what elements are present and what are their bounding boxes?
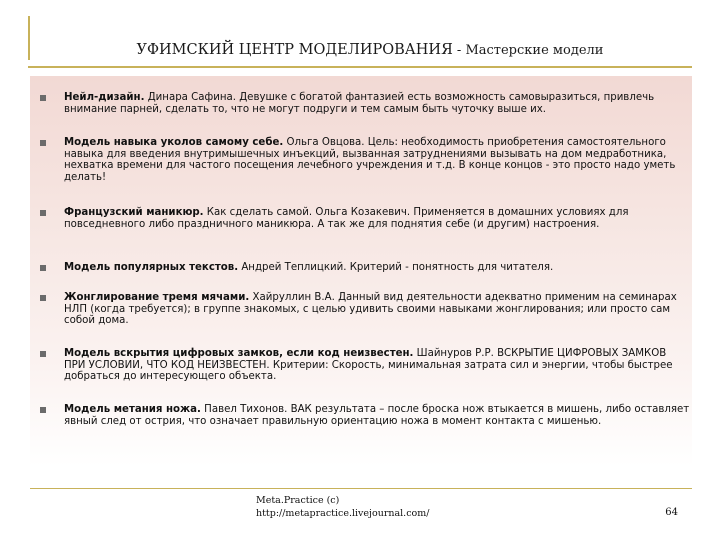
item-text: Андрей Теплицкий. Критерий - понятность для читателя. <box>238 262 554 273</box>
square-bullet-icon <box>40 210 46 216</box>
list-item-nail-design <box>30 92 690 115</box>
item-name: Французский маникюр. <box>64 207 204 218</box>
item-name: Жонглирование тремя мячами. <box>64 292 250 303</box>
left-accent-rule <box>28 16 30 60</box>
item-text: Как сделать самой. Ольга Козакевич. Применяется в домашних условиях для повседневного либо праздничного маникюра. А так же для поднятия себе (и другим) настроения. <box>64 207 629 230</box>
list-item-popular-texts <box>30 262 553 274</box>
item-text: Шайнуров Р.Р. ВСКРЫТИЕ ЦИФРОВЫХ ЗАМКОВ ПРИ УСЛОВИИ, ЧТО КОД НЕИЗВЕСТЕН. Критерии: Скорость, минимальная затрата сил и энергии, чтобы быстрее добраться до интересующего объекта. <box>64 348 673 383</box>
title-underline-rule <box>28 66 692 68</box>
square-bullet-icon <box>40 140 46 146</box>
item-text: Ольга Овцова. Цель: необходимость приобретения самостоятельного навыка для введения внутримышечных инъекций, вызванная затруднениями вызывать на дом медработника, нехватка времени для частого посещения лечебного учреждения и т.д. В конце концов - это просто надо уметь делать! <box>64 137 676 183</box>
square-bullet-icon <box>40 407 46 413</box>
list-item-digital-locks <box>30 348 690 383</box>
footer-rule <box>30 488 692 489</box>
list-item-juggling <box>30 292 690 327</box>
item-name: Модель навыка уколов самому себе. <box>64 137 284 148</box>
footer-copyright: Meta.Practice (c) <box>256 495 340 506</box>
item-name: Нейл-дизайн. <box>64 92 145 103</box>
item-name: Модель популярных текстов. <box>64 262 239 273</box>
title-main: УФИМСКИЙ ЦЕНТР МОДЕЛИРОВАНИЯ <box>136 42 453 58</box>
square-bullet-icon <box>40 95 46 101</box>
footer-credits <box>256 494 429 520</box>
item-name: Модель метания ножа. <box>64 404 201 415</box>
page-number: 64 <box>665 507 678 518</box>
item-name: Модель вскрытия цифровых замков, если код неизвестен. <box>64 348 414 359</box>
item-text: Динара Сафина. Девушке с богатой фантазией есть возможность самовыразиться, привлечь внимание парней, сделать то, что не могут подруги и тем самым быть чуточку выше их. <box>64 92 655 115</box>
footer-url: http://metapractice.livejournal.com/ <box>256 508 430 519</box>
square-bullet-icon <box>40 265 46 271</box>
list-item-knife-throwing <box>30 404 690 427</box>
title-sub: - Мастерские модели <box>452 43 604 58</box>
slide-title <box>60 42 680 58</box>
list-item-self-injection <box>30 137 690 183</box>
item-text: Хайруллин В.А. Данный вид деятельности адекватно применим на семинарах НЛП (когда требуется); в группе знакомых, с целью удивить своими навыками жонглирования; или просто сам собой дома. <box>64 292 677 327</box>
list-item-french-manicure <box>30 207 690 230</box>
square-bullet-icon <box>40 295 46 301</box>
square-bullet-icon <box>40 351 46 357</box>
item-text: Павел Тихонов. ВАК результата – после броска нож втыкается в мишень, либо оставляет явный след от острия, что означает правильную ориентацию ножа в момент контакта с мишенью. <box>64 404 690 427</box>
